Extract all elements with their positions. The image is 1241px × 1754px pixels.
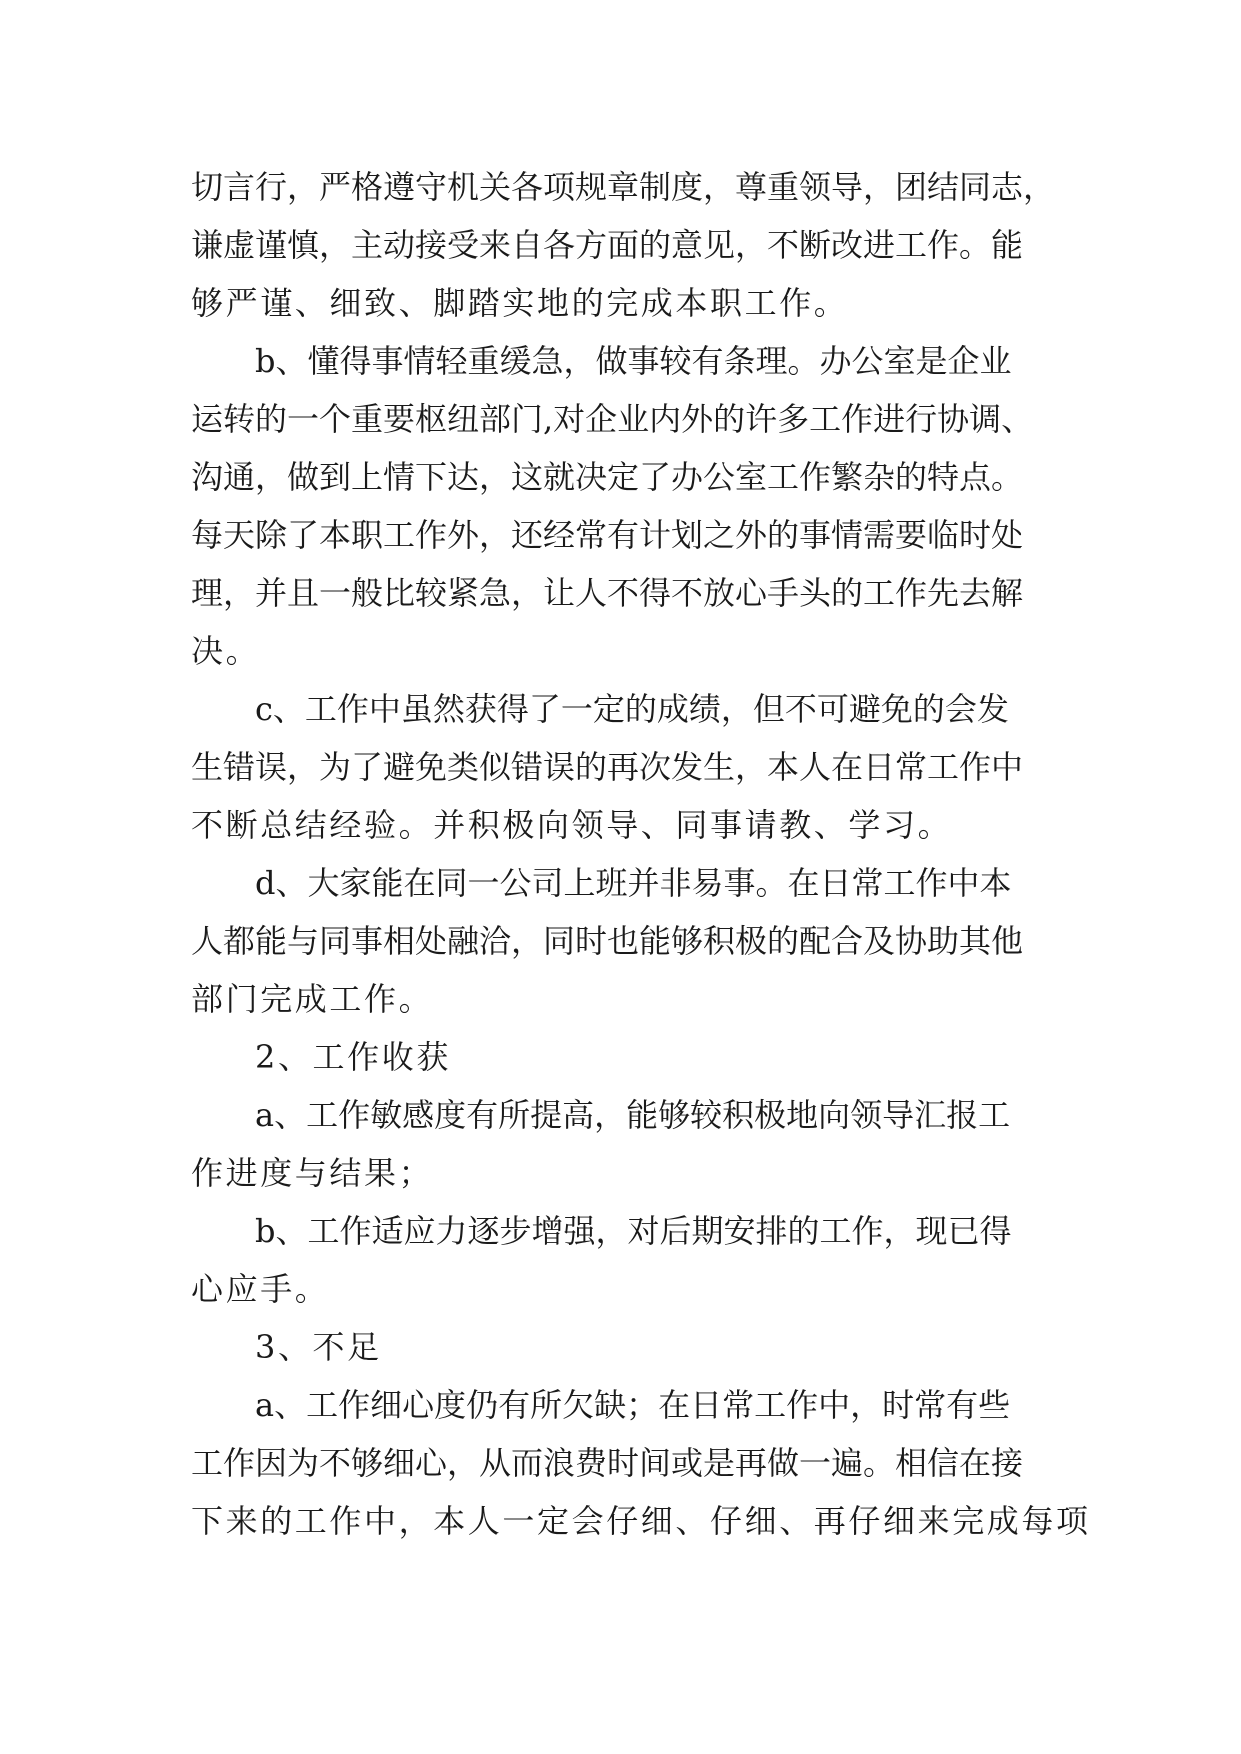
paragraph: [191, 854, 1063, 1028]
text-line: 够严谨、细致、脚踏实地的完成本职工作。: [191, 284, 849, 322]
text-line: d、大家能在同一公司上班并非易事。在日常工作中本: [255, 864, 1012, 902]
text-line: b、懂得事情轻重缓急，做事较有条理。办公室是企业: [255, 342, 1012, 380]
text-line: 运转的一个重要枢纽部门,对企业内外的许多工作进行协调、: [191, 400, 1034, 438]
paragraph: [191, 1202, 1063, 1318]
text-line: 部门完成工作。: [191, 980, 434, 1018]
paragraph: [191, 1376, 1091, 1550]
document-body: [191, 158, 1091, 1550]
text-line: 工作因为不够细心，从而浪费时间或是再做一遍。相信在接: [191, 1444, 1024, 1482]
text-line: 沟通，做到上情下达，这就决定了办公室工作繁杂的特点。: [191, 458, 1024, 496]
text-line: a、工作敏感度有所提高，能够较积极地向领导汇报工: [255, 1096, 1011, 1134]
text-line: c、工作中虽然获得了一定的成绩，但不可避免的会发: [255, 690, 1009, 728]
text-line: 每天除了本职工作外，还经常有计划之外的事情需要临时处: [191, 516, 1024, 554]
text-line: 理，并且一般比较紧急，让人不得不放心手头的工作先去解: [191, 574, 1024, 612]
paragraph: [191, 680, 1063, 854]
text-line: 人都能与同事相处融洽，同时也能够积极的配合及协助其他: [191, 922, 1024, 960]
text-line: 生错误，为了避免类似错误的再次发生，本人在日常工作中: [191, 748, 1024, 786]
text-line: a、工作细心度仍有所欠缺；在日常工作中，时常有些: [255, 1386, 1011, 1424]
text-line: 下来的工作中，本人一定会仔细、仔细、再仔细来完成每项: [191, 1502, 1091, 1540]
paragraph: [191, 1086, 1063, 1202]
paragraph: [191, 1028, 1063, 1086]
text-line: 不断总结经验。并积极向领导、同事请教、学习。: [191, 806, 953, 844]
text-line: 2、工作收获: [255, 1038, 451, 1076]
text-line: 心应手。: [191, 1270, 330, 1308]
paragraph: [191, 158, 1063, 332]
text-line: 切言行，严格遵守机关各项规章制度，尊重领导，团结同志，: [191, 168, 1056, 206]
text-line: 谦虚谨慎，主动接受来自各方面的意见，不断改进工作。能: [191, 226, 1024, 264]
text-line: b、工作适应力逐步增强，对后期安排的工作，现已得: [255, 1212, 1012, 1250]
text-line: 3、不足: [255, 1328, 382, 1366]
paragraph: [191, 1318, 1063, 1376]
text-line: 决。: [191, 632, 261, 670]
paragraph: [191, 332, 1063, 680]
text-line: 作进度与结果；: [191, 1154, 434, 1192]
